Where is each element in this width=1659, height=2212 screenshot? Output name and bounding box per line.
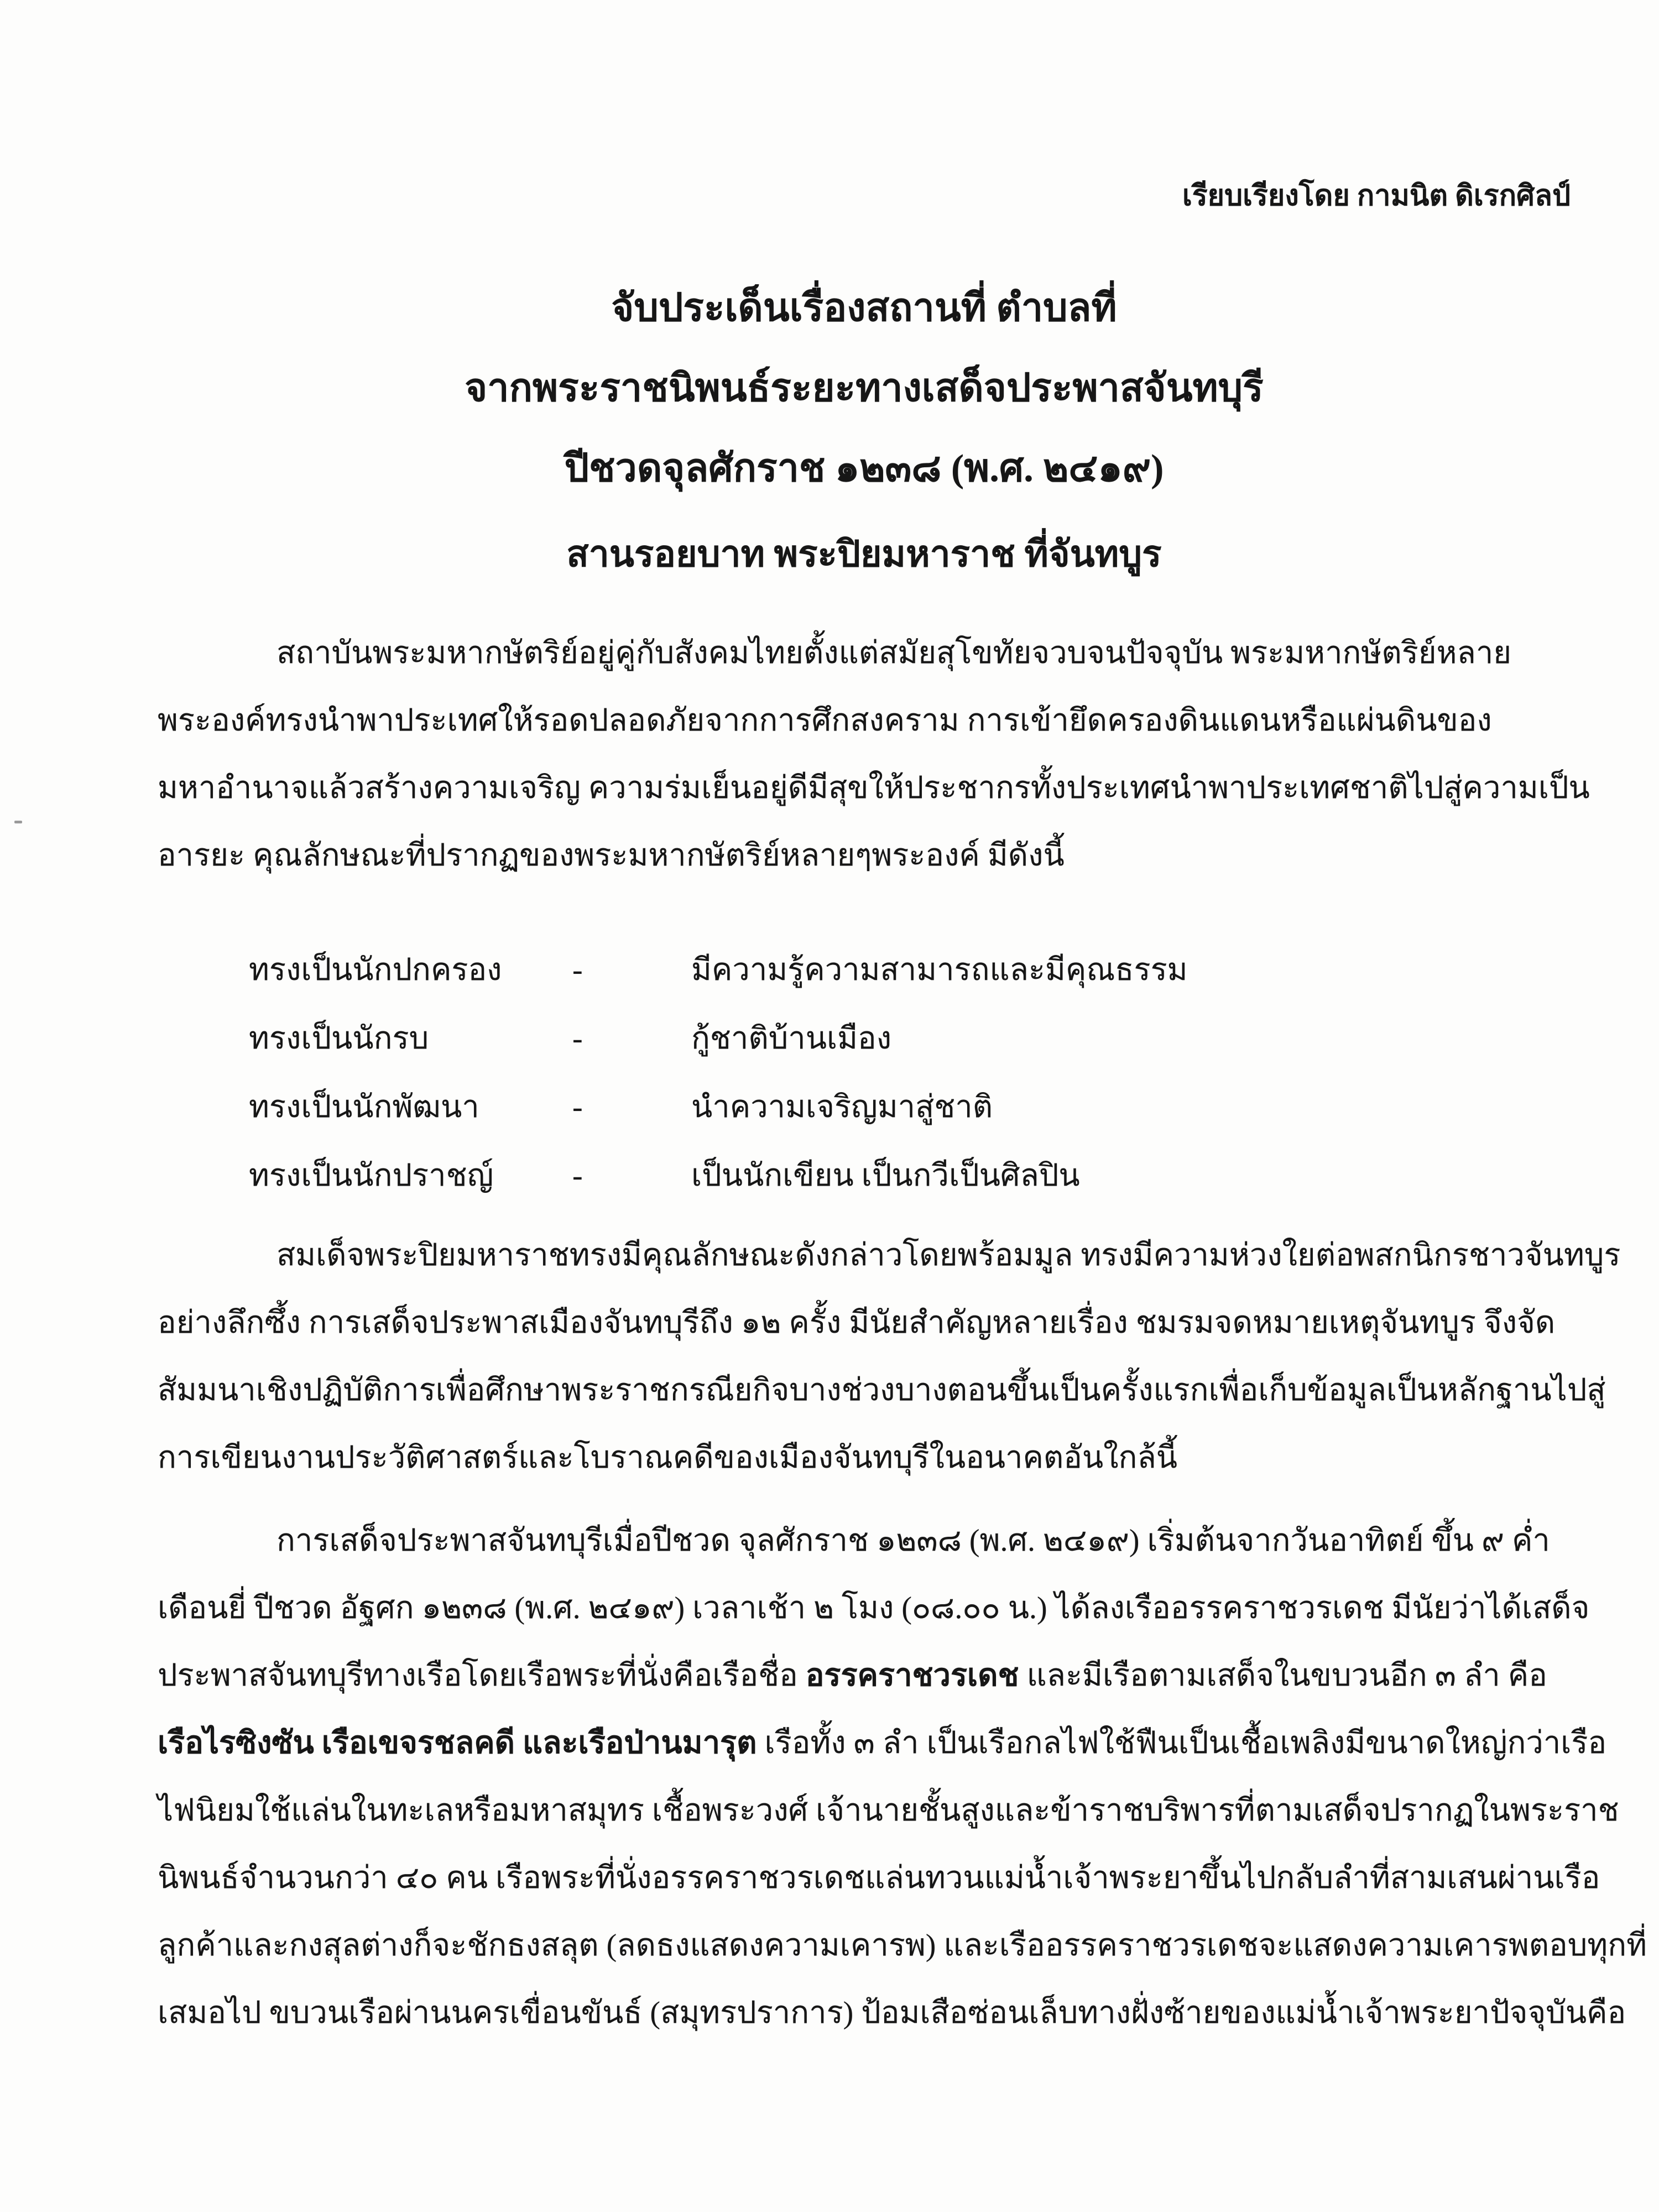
list-description: นำความเจริญมาสู่ชาติ: [691, 1090, 993, 1124]
text-line: [158, 1507, 1571, 1574]
text-segment: การเขียนงานประวัติศาสตร์และโบราณคดีของเมืองจันทบุรีในอนาคตอันใกล้นี้: [158, 1441, 1178, 1475]
text-segment: สมเด็จพระปิยมหาราชทรงมีคุณลักษณะดังกล่าวโดยพร้อมมูล ทรงมีความห่วงใยต่อพสกนิกรชาวจันทบูร: [276, 1238, 1621, 1272]
bold-text-segment: เรือไรซิงซัน เรือเขจรชลคดี และเรือป่านมารุต: [158, 1726, 757, 1760]
title-line-1: จับประเด็นเรื่องสถานที่ ตำบลที่: [611, 287, 1117, 330]
text-segment: ไฟนิยมใช้แล่นในทะเลหรือมหาสมุทร เชื้อพระวงศ์ เจ้านายชั้นสูงและข้าราชบริพารที่ตามเสด็จปรากฏในพระราช: [158, 1793, 1619, 1828]
list-separator: -: [572, 1021, 583, 1056]
text-segment: และมีเรือตามเสด็จในขบวนอีก ๓ ลำ คือ: [1019, 1658, 1547, 1693]
text-line: [158, 1642, 1571, 1709]
bold-text-segment: อรรคราชวรเดช: [805, 1658, 1019, 1693]
text-segment: สถาบันพระมหากษัตริย์อยู่คู่กับสังคมไทยตั้งแต่สมัยสุโขทัยจวบจนปัจจุบัน พระมหากษัตริย์หลาย: [276, 636, 1512, 670]
text-line: [158, 1709, 1607, 1777]
list-item: [158, 936, 1571, 1004]
text-segment: นิพนธ์จำนวนกว่า ๔๐ คน เรือพระที่นั่งอรรคราชวรเดชแล่นทวนแม่น้ำเจ้าพระยาขึ้นไปกลับลำที่สามเสนผ่านเรือ: [158, 1861, 1600, 1895]
title-line-3: ปีชวดจุลศักราช ๑๒๓๘ (พ.ศ. ๒๔๑๙): [564, 447, 1164, 490]
text-segment: ลูกค้าและกงสุลต่างก็จะชักธงสลุต (ลดธงแสดงความเคารพ) และเรืออรรคราชวรเดชจะแสดงความเคารพตอบทุกที่: [158, 1928, 1647, 1963]
title-line-2: จากพระราชนิพนธ์ระยะทางเสด็จประพาสจันทบุรี: [465, 367, 1264, 410]
title-block: [158, 268, 1571, 509]
text-line: [158, 1424, 1571, 1491]
paragraph-2: [158, 1222, 1621, 1491]
list-separator: -: [572, 953, 583, 987]
text-line: [158, 1777, 1619, 1844]
list-item: [158, 1141, 1571, 1210]
list-term: ทรงเป็นนักพัฒนา: [249, 1090, 479, 1124]
text-line: [158, 1912, 1647, 1979]
paragraph-3: [158, 1507, 1647, 2047]
text-segment: ประพาสจันทบุรีทางเรือโดยเรือพระที่นั่งคือเรือชื่อ: [158, 1658, 806, 1693]
text-line: [158, 1289, 1571, 1357]
list-term: ทรงเป็นนักปกครอง: [249, 953, 502, 987]
royal-qualities-list: [158, 936, 1571, 1210]
body-content: [158, 619, 1647, 2047]
list-separator: -: [572, 1090, 583, 1124]
list-item: [158, 1004, 1571, 1073]
list-description: มีความรู้ความสามารถและมีคุณธรรม: [691, 953, 1188, 987]
list-description: เป็นนักเขียน เป็นกวีเป็นศิลปิน: [691, 1159, 1080, 1193]
list-item: [158, 1073, 1571, 1141]
paragraph-1: [158, 619, 1590, 889]
text-segment: เสมอไป ขบวนเรือผ่านนครเขื่อนขันธ์ (สมุทรปราการ) ป้อมเสือซ่อนเล็บทางฝั่งซ้ายของแม่น้ำเจ้าพระยาปัจจุบันคือ: [158, 1996, 1626, 2030]
text-segment: อารยะ คุณลักษณะที่ปรากฏของพระมหากษัตริย์หลายๆพระองค์ มีดังนี้: [158, 838, 1065, 873]
text-segment: พระองค์ทรงนำพาประเทศให้รอดปลอดภัยจากการศึกสงคราม การเข้ายึดครองดินแดนหรือแผ่นดินของ: [158, 703, 1492, 738]
text-line: [158, 1844, 1600, 1912]
list-term: ทรงเป็นนักรบ: [249, 1021, 429, 1056]
byline: เรียบเรียงโดย กามนิต ดิเรกศิลป์: [1182, 180, 1571, 212]
text-line: [158, 1222, 1621, 1289]
list-separator: -: [572, 1159, 583, 1193]
text-segment: มหาอำนาจแล้วสร้างความเจริญ ความร่มเย็นอยู่ดีมีสุขให้ประชากรทั้งประเทศนำพาประเทศชาติไปสู่ความเป็น: [158, 771, 1590, 805]
list-description: กู้ชาติบ้านเมือง: [691, 1021, 892, 1056]
text-segment: เดือนยี่ ปีชวด อัฐศก ๑๒๓๘ (พ.ศ. ๒๔๑๙) เวลาเช้า ๒ โมง (๐๘.๐๐ น.) ได้ลงเรืออรรคราชวรเดช มีนัยว่าได้เสด็จ: [158, 1591, 1590, 1625]
text-line: [158, 1574, 1590, 1642]
text-line: [158, 822, 1571, 889]
subtitle: สานรอยบาท พระปิยมหาราช ที่จันทบูร: [566, 534, 1162, 575]
text-segment: อย่างลึกซึ้ง การเสด็จประพาสเมืองจันทบุรีถึง ๑๒ ครั้ง มีนัยสำคัญหลายเรื่อง ชมรมจดหมายเหตุจันทบูร จึงจัด: [158, 1306, 1556, 1340]
text-segment: สัมมนาเชิงปฏิบัติการเพื่อศึกษาพระราชกรณียกิจบางช่วงบางตอนขึ้นเป็นครั้งแรกเพื่อเก็บข้อมูลเป็นหลักฐานไปสู่: [158, 1373, 1606, 1407]
text-segment: การเสด็จประพาสจันทบุรีเมื่อปีชวด จุลศักราช ๑๒๓๘ (พ.ศ. ๒๔๑๙) เริ่มต้นจากวันอาทิตย์ ขึ้น ๙ ค่ำ: [276, 1524, 1550, 1558]
text-line: [158, 1357, 1606, 1424]
text-line: [158, 1979, 1626, 2047]
text-line: [158, 754, 1590, 822]
text-segment: เรือทั้ง ๓ ลำ เป็นเรือกลไฟใช้ฟืนเป็นเชื้อเพลิงมีขนาดใหญ่กว่าเรือ: [757, 1726, 1607, 1760]
text-line: [158, 619, 1571, 687]
scan-speck: [14, 821, 22, 823]
list-term: ทรงเป็นนักปราชญ์: [249, 1159, 494, 1193]
text-line: [158, 687, 1571, 754]
